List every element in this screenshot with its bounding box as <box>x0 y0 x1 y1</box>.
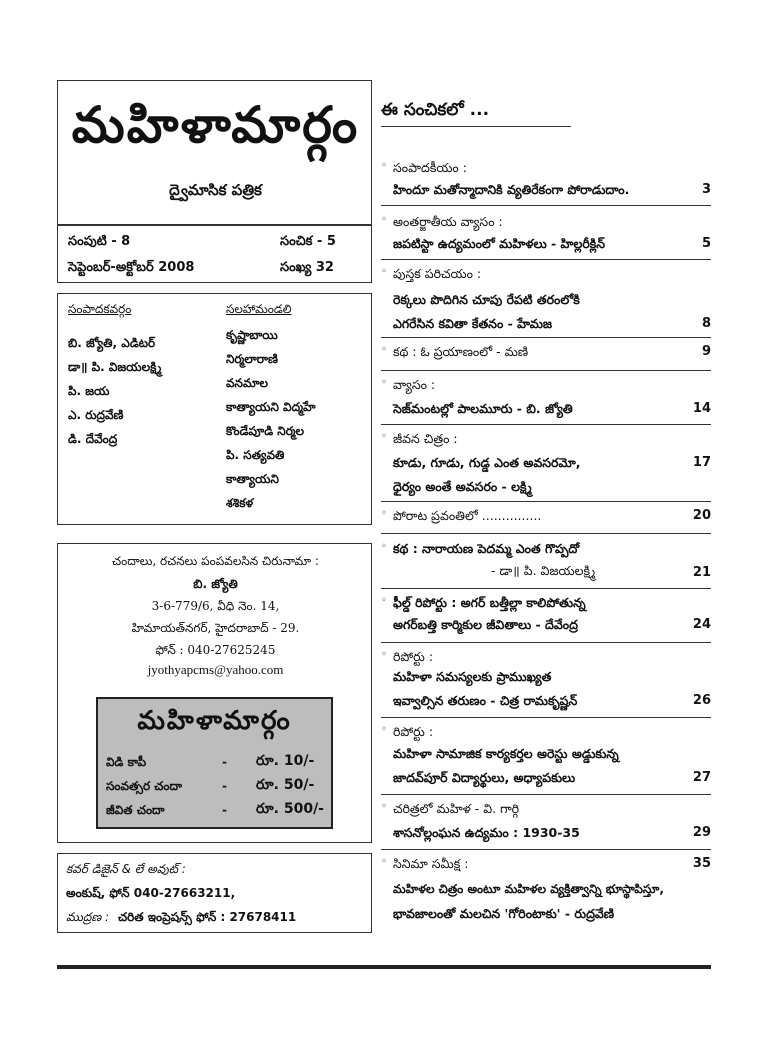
toc-section: రిపోర్టు : <box>393 649 434 664</box>
toc-section: సంపాదకీయం : <box>393 160 467 175</box>
toc-page: 26 <box>692 693 711 708</box>
toc-article: భావజాలంతో మలచిన 'గోరింటాకు' - రుద్రవేణి <box>393 906 615 921</box>
bullet-icon: ◦ <box>381 595 387 606</box>
toc-article: జాదవ్‌పూర్ విద్యార్థులు, అధ్యాపకులు <box>393 770 576 785</box>
bullet-icon: ◦ <box>381 266 387 277</box>
toc-page: 14 <box>692 401 711 416</box>
advisory-heading: సలహామండలి <box>226 302 292 316</box>
editor-name: డి. దేవేంద్ర <box>68 432 118 446</box>
editor-name: డా॥ పి. విజయలక్ష్మి <box>68 360 162 374</box>
toc-article: ఇవ్వాల్సిన తరుణం - చిత్ర రామకృష్ణన్ <box>393 693 578 708</box>
contact-box <box>57 543 372 843</box>
print-value: చరిత ఇంప్రెషన్స్ ఫోన్ : 27678411 <box>118 910 297 924</box>
toc-section: చరిత్రలో మహిళ - వి. గార్గి <box>393 801 520 816</box>
issue-info-box <box>57 225 372 283</box>
toc-article: జపటిస్టా ఉద్యమంలో మహిళలు - హిల్లరీక్లిన్ <box>393 236 606 251</box>
divider <box>381 205 711 206</box>
bullet-icon: ◦ <box>381 160 387 171</box>
editors-box <box>57 293 372 525</box>
toc-article: కథ : ఓ ప్రయాణంలో - మణి <box>393 344 529 359</box>
bullet-icon: ◦ <box>381 649 387 660</box>
toc-item[interactable] <box>381 266 711 332</box>
toc-article: అగర్‌బత్తి కార్మికుల జీవితాలు - దేవేంద్ర <box>393 617 578 632</box>
issue-label: సంచిక - 5 <box>280 234 336 249</box>
divider <box>381 337 711 338</box>
price-value: రూ. 10/- <box>256 753 315 769</box>
toc-item[interactable] <box>381 801 711 845</box>
toc-article: పోరాట ప్రవంతిలో ............... <box>393 508 542 523</box>
advisor-name: కాత్యాయని <box>226 472 279 486</box>
masthead-logo: మహిళామార్గం <box>71 95 360 154</box>
toc-article: ధైర్యం అంతే అవసరం - లక్ష్మి <box>393 479 532 494</box>
toc-item[interactable] <box>381 344 711 366</box>
toc-page: 27 <box>692 770 711 785</box>
toc-item[interactable] <box>381 595 711 639</box>
editor-name: బి. జ్యోతి, ఎడిటర్ <box>68 336 156 350</box>
toc-item[interactable] <box>381 649 711 711</box>
toc-article: సెజ్‌మంటల్లో పాలమూరు - బి. జ్యోతి <box>393 401 573 416</box>
contact-address-2: హిమాయత్‌నగర్, హైదరాబాద్ - 29. <box>131 621 300 635</box>
toc-page: 35 <box>692 856 711 871</box>
advisor-name: కృష్ణాబాయి <box>226 328 278 342</box>
toc-section: జీవన చిత్రం : <box>393 431 458 446</box>
divider <box>381 259 711 260</box>
editor-name: ఎ. రుద్రవేణి <box>68 408 124 422</box>
divider <box>381 588 711 589</box>
contact-heading: చందాలు, రచనలు పంపవలసిన చిరునామా : <box>112 554 319 568</box>
design-value: అంకుష్, ఫోన్ 040-27663211, <box>66 886 236 900</box>
contact-phone: ఫోన్ : 040-27625245 <box>155 643 276 657</box>
toc-item[interactable] <box>381 541 711 585</box>
price-dash: - <box>222 803 227 817</box>
toc-article: కథ : నారాయణ పెదమ్మ ఎంత గొప్పదో <box>393 541 580 556</box>
bullet-icon: ◦ <box>381 431 387 442</box>
toc-section: వ్యాసం : <box>393 377 436 392</box>
price-dash: - <box>222 755 227 769</box>
toc-article: హిందూ మతోన్మాదానికి వ్యతిరేకంగా పోరాడుదాం. <box>393 182 630 197</box>
bullet-icon: ◦ <box>381 377 387 388</box>
editorial-heading: సంపాదకవర్గం <box>68 302 132 316</box>
bullet-icon: ◦ <box>381 856 387 867</box>
price-label: సంవత్సర చందా <box>106 779 182 793</box>
divider <box>381 794 711 795</box>
toc-item[interactable] <box>381 431 711 497</box>
divider <box>381 424 711 425</box>
toc-page: 5 <box>701 236 711 251</box>
toc-section: పుస్తక పరిచయం : <box>393 266 482 281</box>
toc-page: 21 <box>692 565 711 580</box>
toc-item[interactable] <box>381 856 711 928</box>
toc-title-underline <box>381 126 571 127</box>
toc-page: 3 <box>701 182 711 197</box>
toc-article: ఫీల్డ్ రిపోర్టు : అగర్ బత్తీల్లా కాలిపోతున్న <box>393 595 586 610</box>
masthead-box <box>57 80 372 225</box>
toc-item[interactable] <box>381 377 711 417</box>
divider <box>381 501 711 502</box>
bullet-icon: ◦ <box>381 344 387 355</box>
price-label: విడి కాపీ <box>106 755 147 769</box>
print-label: ముద్రణ : <box>66 910 110 924</box>
price-label: జీవిత చందా <box>106 803 165 817</box>
toc-section: అంతర్జాతీయ వ్యాసం : <box>393 214 503 229</box>
bullet-icon: ◦ <box>381 214 387 225</box>
divider <box>381 533 711 534</box>
toc-item[interactable] <box>381 724 711 790</box>
toc-page: 20 <box>692 508 711 523</box>
advisor-name: కొండేపూడి నిర్మల <box>226 424 305 438</box>
design-label: కవర్ డిజైన్ & లే అవుట్ : <box>66 862 186 876</box>
bullet-icon: ◦ <box>381 724 387 735</box>
advisor-name: నిర్మలారాణి <box>226 352 278 366</box>
toc-item[interactable] <box>381 214 711 254</box>
toc-page: 24 <box>692 617 711 632</box>
contact-name: బి. జ్యోతి <box>193 577 238 591</box>
toc-page: 17 <box>692 455 711 470</box>
toc-article: రెక్కలు పొదిగిన చూపు రేపటి తరంలోకి <box>393 292 580 307</box>
footer-rule <box>57 965 711 969</box>
advisor-name: శశికళ <box>226 496 254 510</box>
advisor-name: పి. సత్యవతి <box>226 448 285 462</box>
pricing-logo: మహిళామార్గం <box>137 706 292 736</box>
divider <box>381 370 711 371</box>
price-dash: - <box>222 779 227 793</box>
price-value: రూ. 50/- <box>256 777 315 793</box>
toc-article: - డా॥ పి. విజయలక్ష్మి <box>491 563 596 578</box>
masthead-subtitle: ద్వైమాసిక పత్రిక <box>169 181 262 199</box>
toc-item[interactable] <box>381 160 711 200</box>
toc-article: మహిళా సమస్యలకు ప్రాముఖ్యత <box>393 669 552 684</box>
advisor-name: కాత్యాయని విద్మహే <box>226 400 316 414</box>
toc-article: కూడు, గూడు, గుడ్డ ఎంత అవసరమో, <box>393 455 581 470</box>
bullet-icon: ◦ <box>381 508 387 519</box>
toc-section: సినిమా సమీక్ష : <box>393 856 469 871</box>
advisor-name: వనమాల <box>226 376 269 390</box>
toc-item[interactable] <box>381 508 711 530</box>
contact-address-1: 3-6-779/6, వీధి నెం. 14, <box>151 599 280 613</box>
editor-name: పి. జయ <box>68 384 110 398</box>
divider <box>381 849 711 850</box>
toc-page: 29 <box>692 825 711 840</box>
toc-page: 8 <box>701 316 711 331</box>
toc-page: 9 <box>701 344 711 359</box>
toc-article: శాసనోల్లంఘన ఉద్యమం : 1930-35 <box>393 825 580 840</box>
number-label: సంఖ్య 32 <box>280 260 334 275</box>
bullet-icon: ◦ <box>381 801 387 812</box>
divider <box>381 642 711 643</box>
divider <box>381 717 711 718</box>
toc-title: ఈ సంచికలో ... <box>381 100 490 120</box>
price-value: రూ. 500/- <box>256 801 324 817</box>
toc-article: మహిళల చిత్రం అంటూ మహిళల వ్యక్తిత్వాన్ని భూస్థాపిస్తూ, <box>393 882 664 896</box>
bullet-icon: ◦ <box>381 541 387 552</box>
pricing-box <box>96 697 333 829</box>
contact-email[interactable]: jyothyapcms@yahoo.com <box>147 662 284 677</box>
credits-box <box>57 853 372 933</box>
volume-label: సంపుటి - 8 <box>68 234 131 249</box>
toc-article: ఎగరేసిన కవితా కేతనం - హేమజ <box>393 316 553 331</box>
toc-section: రిపోర్టు : <box>393 724 434 739</box>
toc-article: మహిళా సామాజిక కార్యకర్తల అరెస్టు అడ్డుకున్న <box>393 746 619 761</box>
months-label: సెప్టెంబర్-అక్టోబర్ 2008 <box>68 260 195 275</box>
